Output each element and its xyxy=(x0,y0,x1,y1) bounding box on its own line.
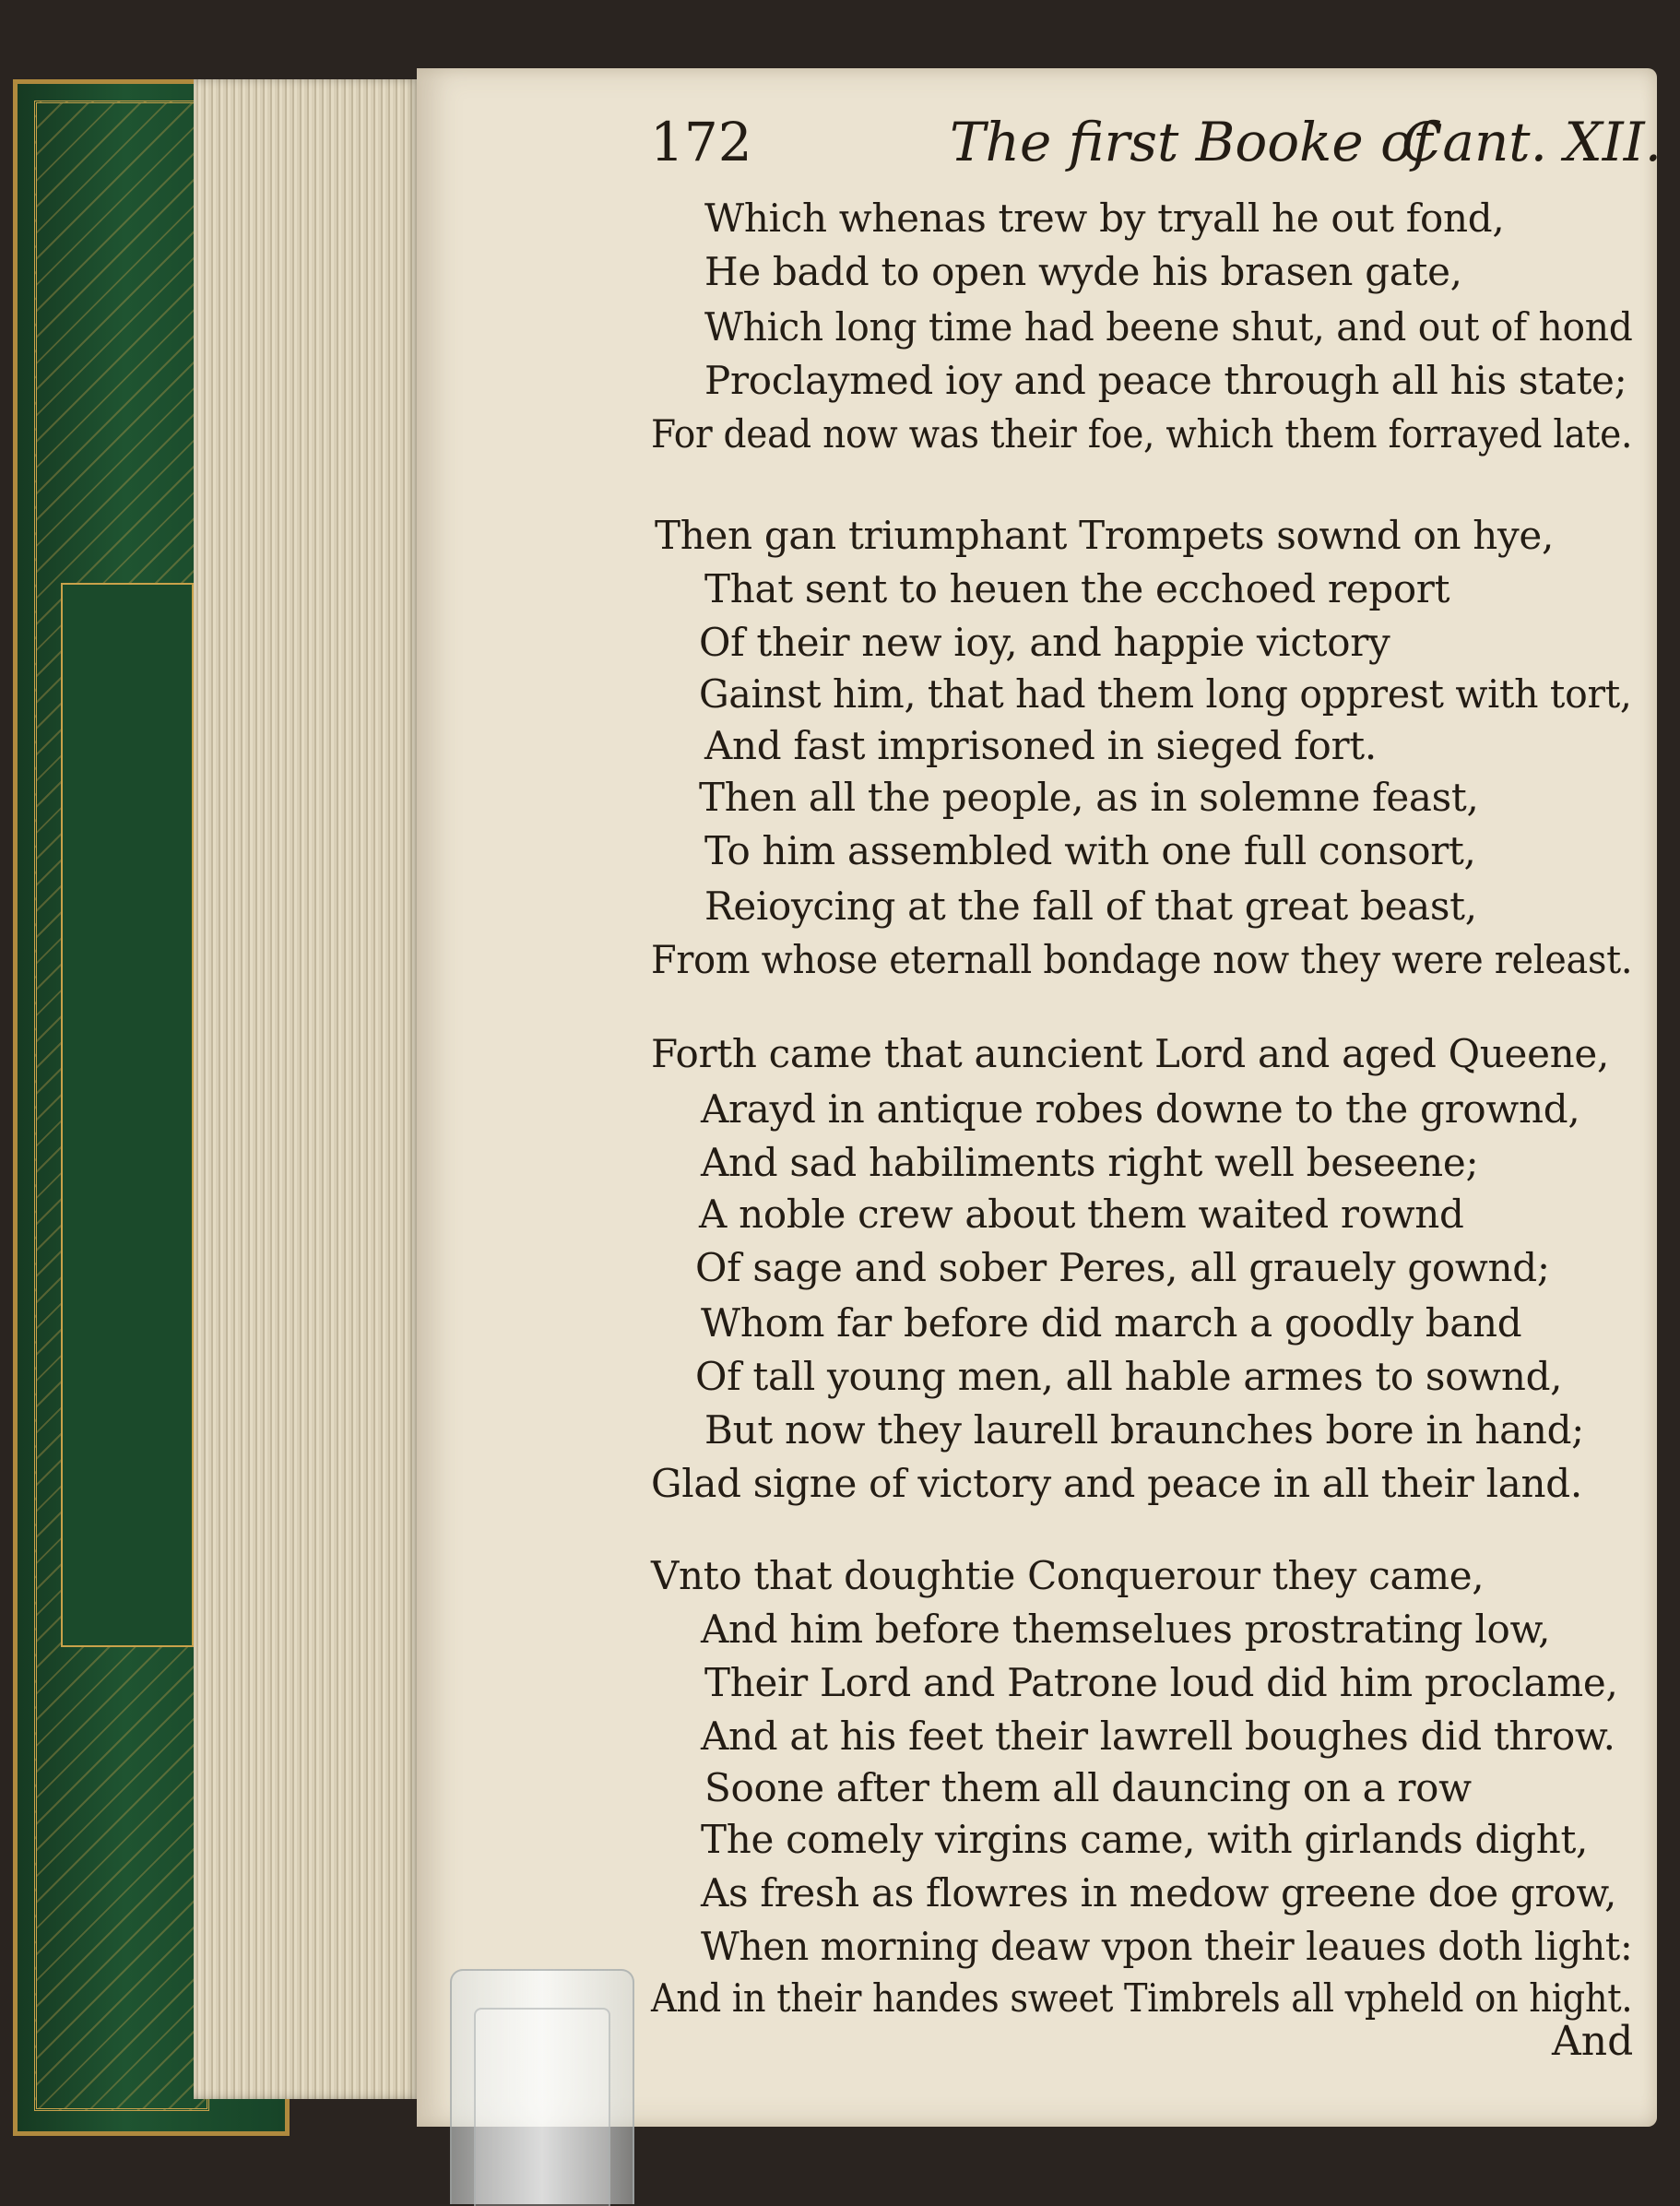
canto-label: Cant. XII. xyxy=(1402,111,1662,173)
verse-line: And fast imprisoned in sieged fort. xyxy=(704,723,1377,768)
verse-line: Their Lord and Patrone loud did him proclame, xyxy=(704,1660,1618,1705)
verse-line: Proclaymed ioy and peace through all his state; xyxy=(704,358,1627,403)
verse-line: Gainst him, that had them long opprest with tort, xyxy=(699,671,1632,717)
page-clip-inner xyxy=(474,2008,610,2206)
verse-line: But now they laurell braunches bore in hand; xyxy=(704,1407,1585,1453)
verse-line: From whose eternall bondage now they were releast. xyxy=(651,937,1633,982)
verse-line: To him assembled with one full consort, xyxy=(704,828,1476,873)
verse-line: Reioycing at the fall of that great beast, xyxy=(704,884,1477,929)
verse-line: Glad signe of victory and peace in all their land. xyxy=(651,1461,1582,1506)
verse-line: Which long time had beene shut, and out of hond xyxy=(704,304,1633,350)
verse-line: And sad habiliments right well beseene; xyxy=(701,1140,1479,1185)
verse-line: Of tall young men, all hable armes to sownd, xyxy=(695,1354,1563,1399)
running-title: The first Booke of xyxy=(950,111,1433,173)
gilt-border-ornament xyxy=(34,101,209,2111)
verse-line: That sent to heuen the ecchoed report xyxy=(704,566,1450,611)
verse-line: Vnto that doughtie Conquerour they came, xyxy=(651,1553,1485,1598)
page-clip xyxy=(450,1969,634,2204)
verse-line: He badd to open wyde his brasen gate, xyxy=(704,249,1462,294)
verse-line: As fresh as flowres in medow greene doe grow, xyxy=(701,1870,1617,1915)
verse-line: And him before themselues prostrating low, xyxy=(701,1607,1551,1652)
verse-line: And at his feet their lawrell boughes did throw. xyxy=(701,1714,1615,1759)
catchword: And xyxy=(1552,2018,1634,2065)
verse-line: Soone after them all dauncing on a row xyxy=(704,1765,1472,1810)
verse-line: The comely virgins came, with girlands dight, xyxy=(701,1817,1589,1862)
verse-line: Forth came that auncient Lord and aged Queene, xyxy=(651,1031,1609,1076)
verse-line: Of their new ioy, and happie victory xyxy=(699,620,1390,665)
verse-line: When morning deaw vpon their leaues doth light: xyxy=(701,1924,1633,1969)
verse-line: Whom far before did march a goodly band xyxy=(701,1300,1522,1346)
verse-line: Then gan triumphant Trompets sownd on hye, xyxy=(655,513,1555,558)
page-number: 172 xyxy=(650,111,752,173)
verse-line: For dead now was their foe, which them forrayed late. xyxy=(651,411,1633,457)
verse-line: Which whenas trew by tryall he out fond, xyxy=(704,196,1505,241)
verse-line: Of sage and sober Peres, all grauely gownd; xyxy=(695,1245,1550,1290)
verse-line: Then all the people, as in solemne feast, xyxy=(699,775,1479,820)
verse-line: A noble crew about them waited rownd xyxy=(699,1192,1464,1237)
verse-line: And in their handes sweet Timbrels all vpheld on hight. xyxy=(651,1975,1633,2021)
verse-line: Arayd in antique robes downe to the grownd, xyxy=(701,1086,1580,1132)
page-edges xyxy=(194,79,420,2099)
